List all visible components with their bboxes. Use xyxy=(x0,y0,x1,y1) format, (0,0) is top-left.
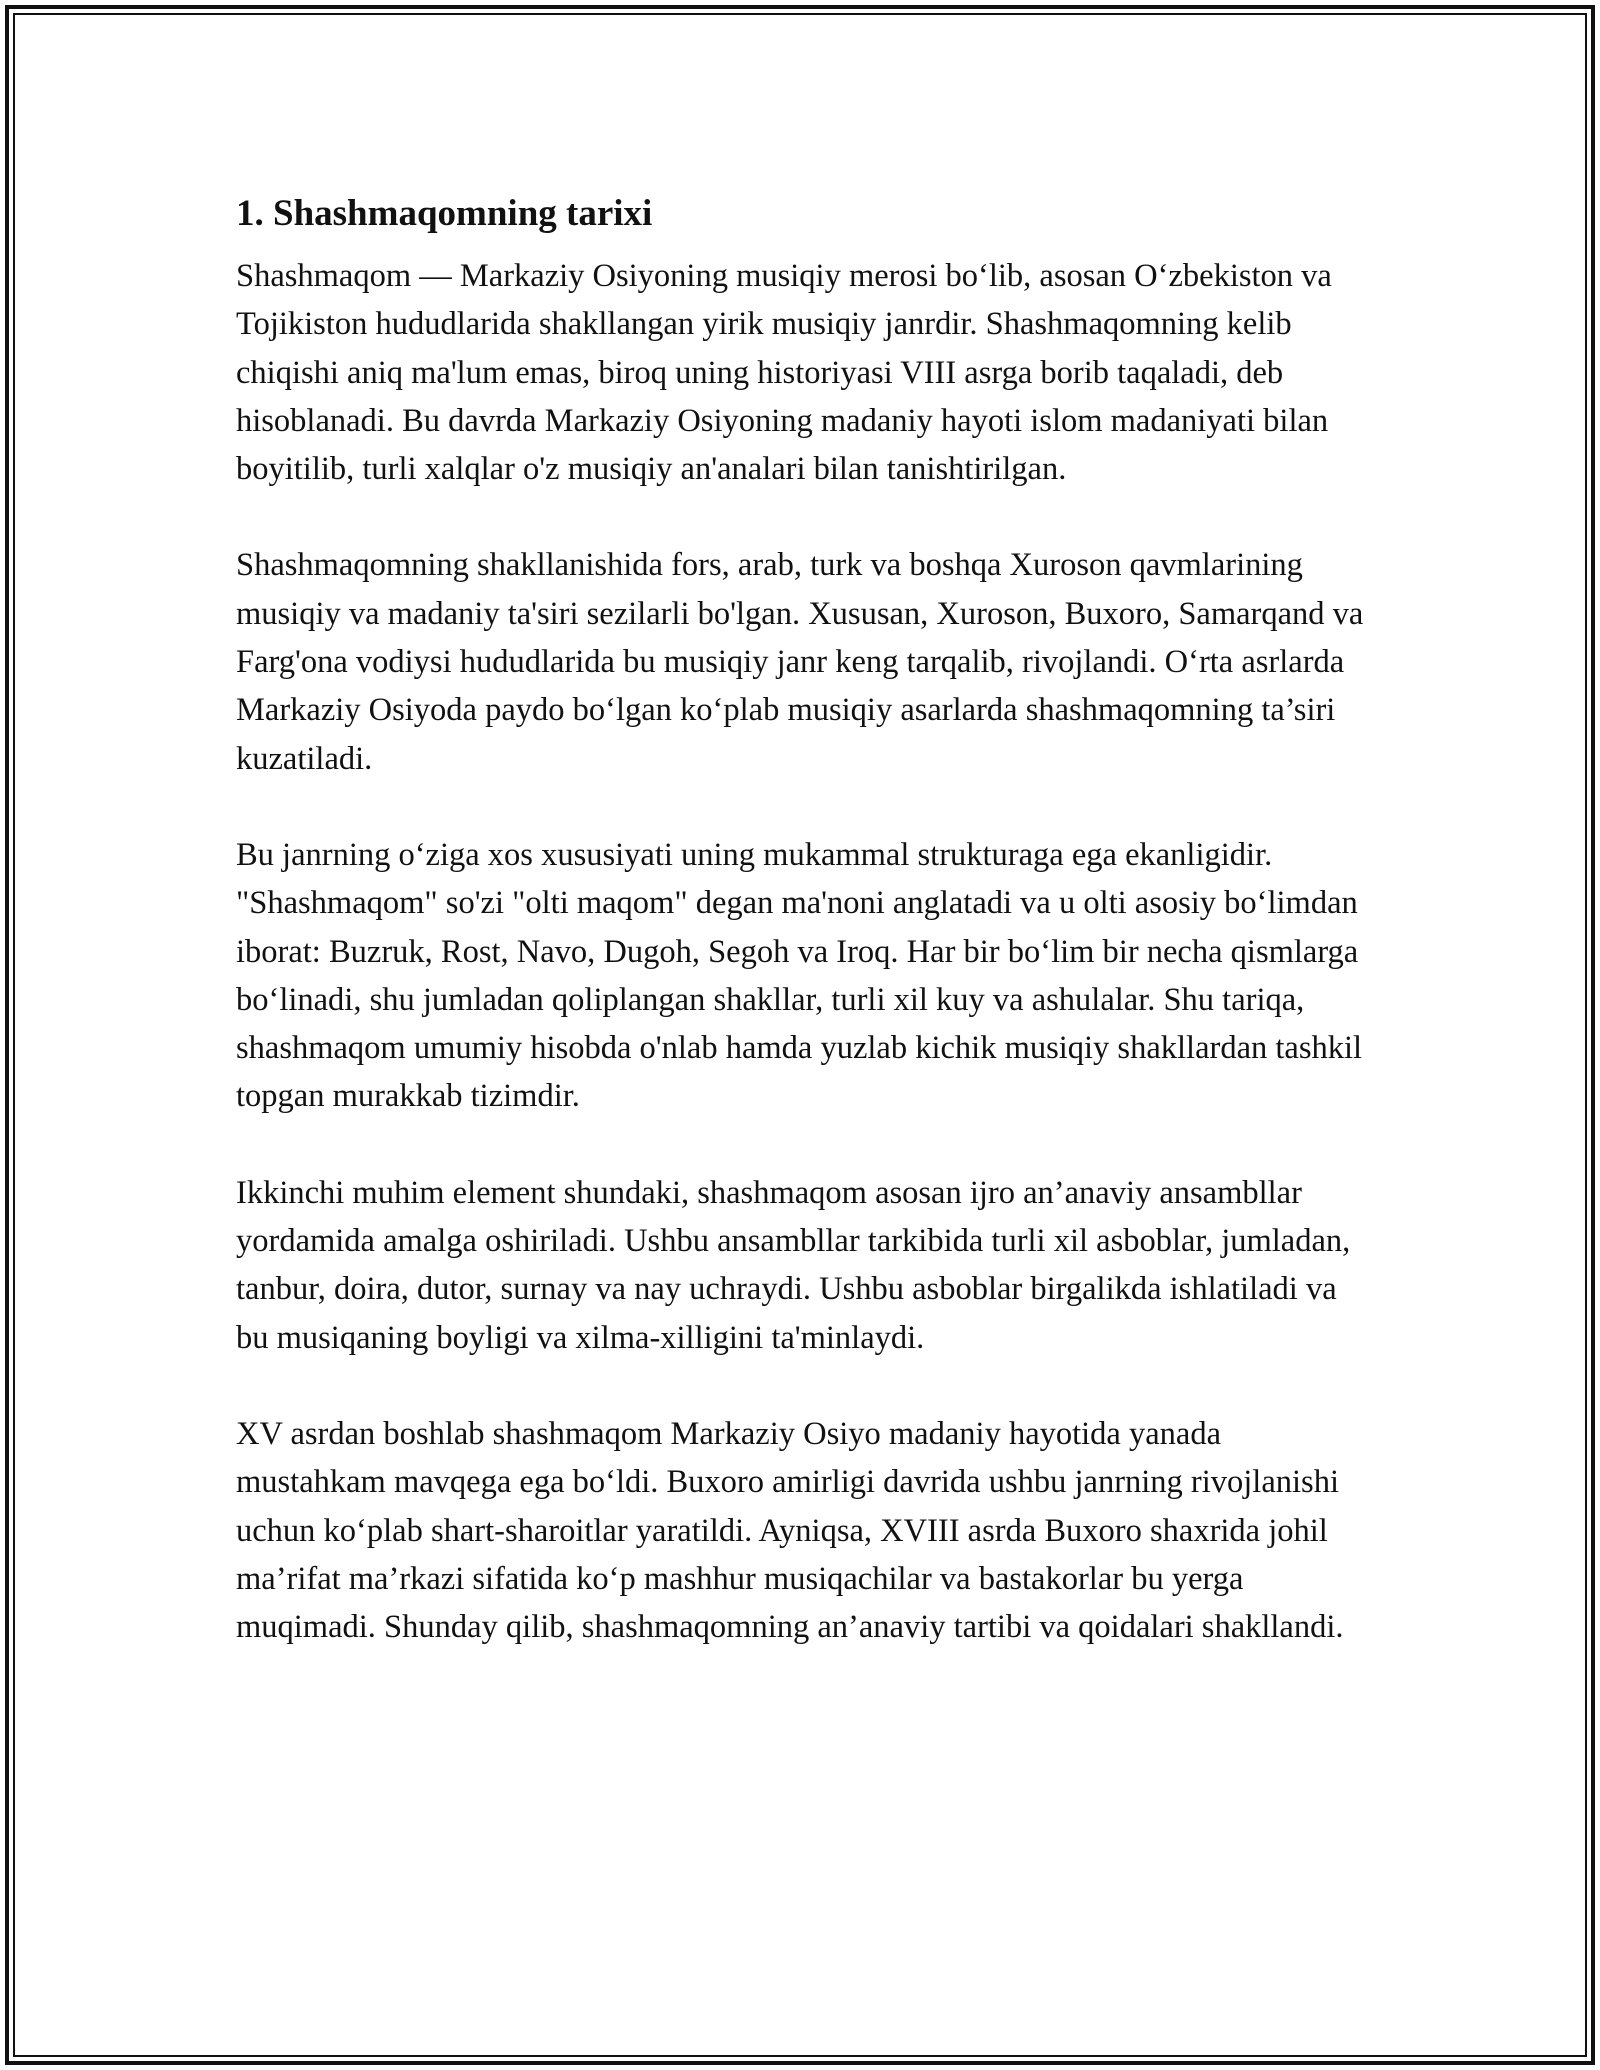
section-heading: 1. Shashmaqomning tarixi xyxy=(236,193,653,234)
paragraph-3: Bu janrning o‘ziga xos xususiyati uning mukammal strukturaga ega ekanligidir. "Shashmaqom" so'zi "olti maqom" degan ma'noni anglatadi va u olti asosiy bo‘limdan iborat: Buzruk, Rost, Navo, Dugoh, Segoh va Iroq. Har bir bo‘lim bir necha qismlarga bo‘linadi, shu jumladan qoliplangan shakllar, turli xil kuy va ashulalar. Shu tariqa, shashmaqom umumiy hisobda o'nlab hamda yuzlab kichik musiqiy shakllardan tashkil topgan murakkab tizimdir. xyxy=(236,836,1363,1115)
paragraph-1: Shashmaqom — Markaziy Osiyoning musiqiy merosi bo‘lib, asosan O‘zbekiston va Tojikiston hududlarida shakllangan yirik musiqiy janrdir. Shashmaqomning kelib chiqishi aniq ma'lum emas, biroq uning historiyasi VIII asrga borib taqaladi, deb hisoblanadi. Bu davrda Markaziy Osiyoning madaniy hayoti islom madaniyati bilan boyitilib, turli xalqlar o'z musiqiy an'analari bilan tanishtirilgan. xyxy=(236,258,1332,488)
paragraph-4: Ikkinchi muhim element shundaki, shashmaqom asosan ijro an’anaviy ansambllar yordamida amalga oshiriladi. Ushbu ansambllar tarkibida turli xil asboblar, jumladan, tanbur, doira, dutor, surnay va nay uchraydi. Ushbu asboblar birgalikda ishlatiladi va bu musiqaning boyligi va xilma-xilligini ta'minlaydi. xyxy=(236,1174,1351,1356)
paragraph-2: Shashmaqomning shakllanishida fors, arab, turk va boshqa Xuroson qavmlarining musiqiy va madaniy ta'siri sezilarli bo'lgan. Xususan, Xuroson, Buxoro, Samarqand va Farg'ona vodiysi hududlarida bu musiqiy janr keng tarqalib, rivojlandi. O‘rta asrlarda Markaziy Osiyoda paydo bo‘lgan ko‘plab musiqiy asarlarda shashmaqomning ta’siri kuzatiladi. xyxy=(236,547,1364,777)
document-body xyxy=(236,190,1366,1699)
paragraph-5: XV asrdan boshlab shashmaqom Markaziy Osiyo madaniy hayotida yanada mustahkam mavqega ega bo‘ldi. Buxoro amirligi davrida ushbu janrning rivojlanishi uchun ko‘plab shart-sharoitlar yaratildi. Ayniqsa, XVIII asrda Buxoro shaxrida johil ma’rifat ma’rkazi sifatida ko‘p mashhur musiqachilar va bastakorlar bu yerga muqimadi. Shunday qilib, shashmaqomning an’anaviy tartibi va qoidalari shakllandi. xyxy=(236,1415,1344,1646)
